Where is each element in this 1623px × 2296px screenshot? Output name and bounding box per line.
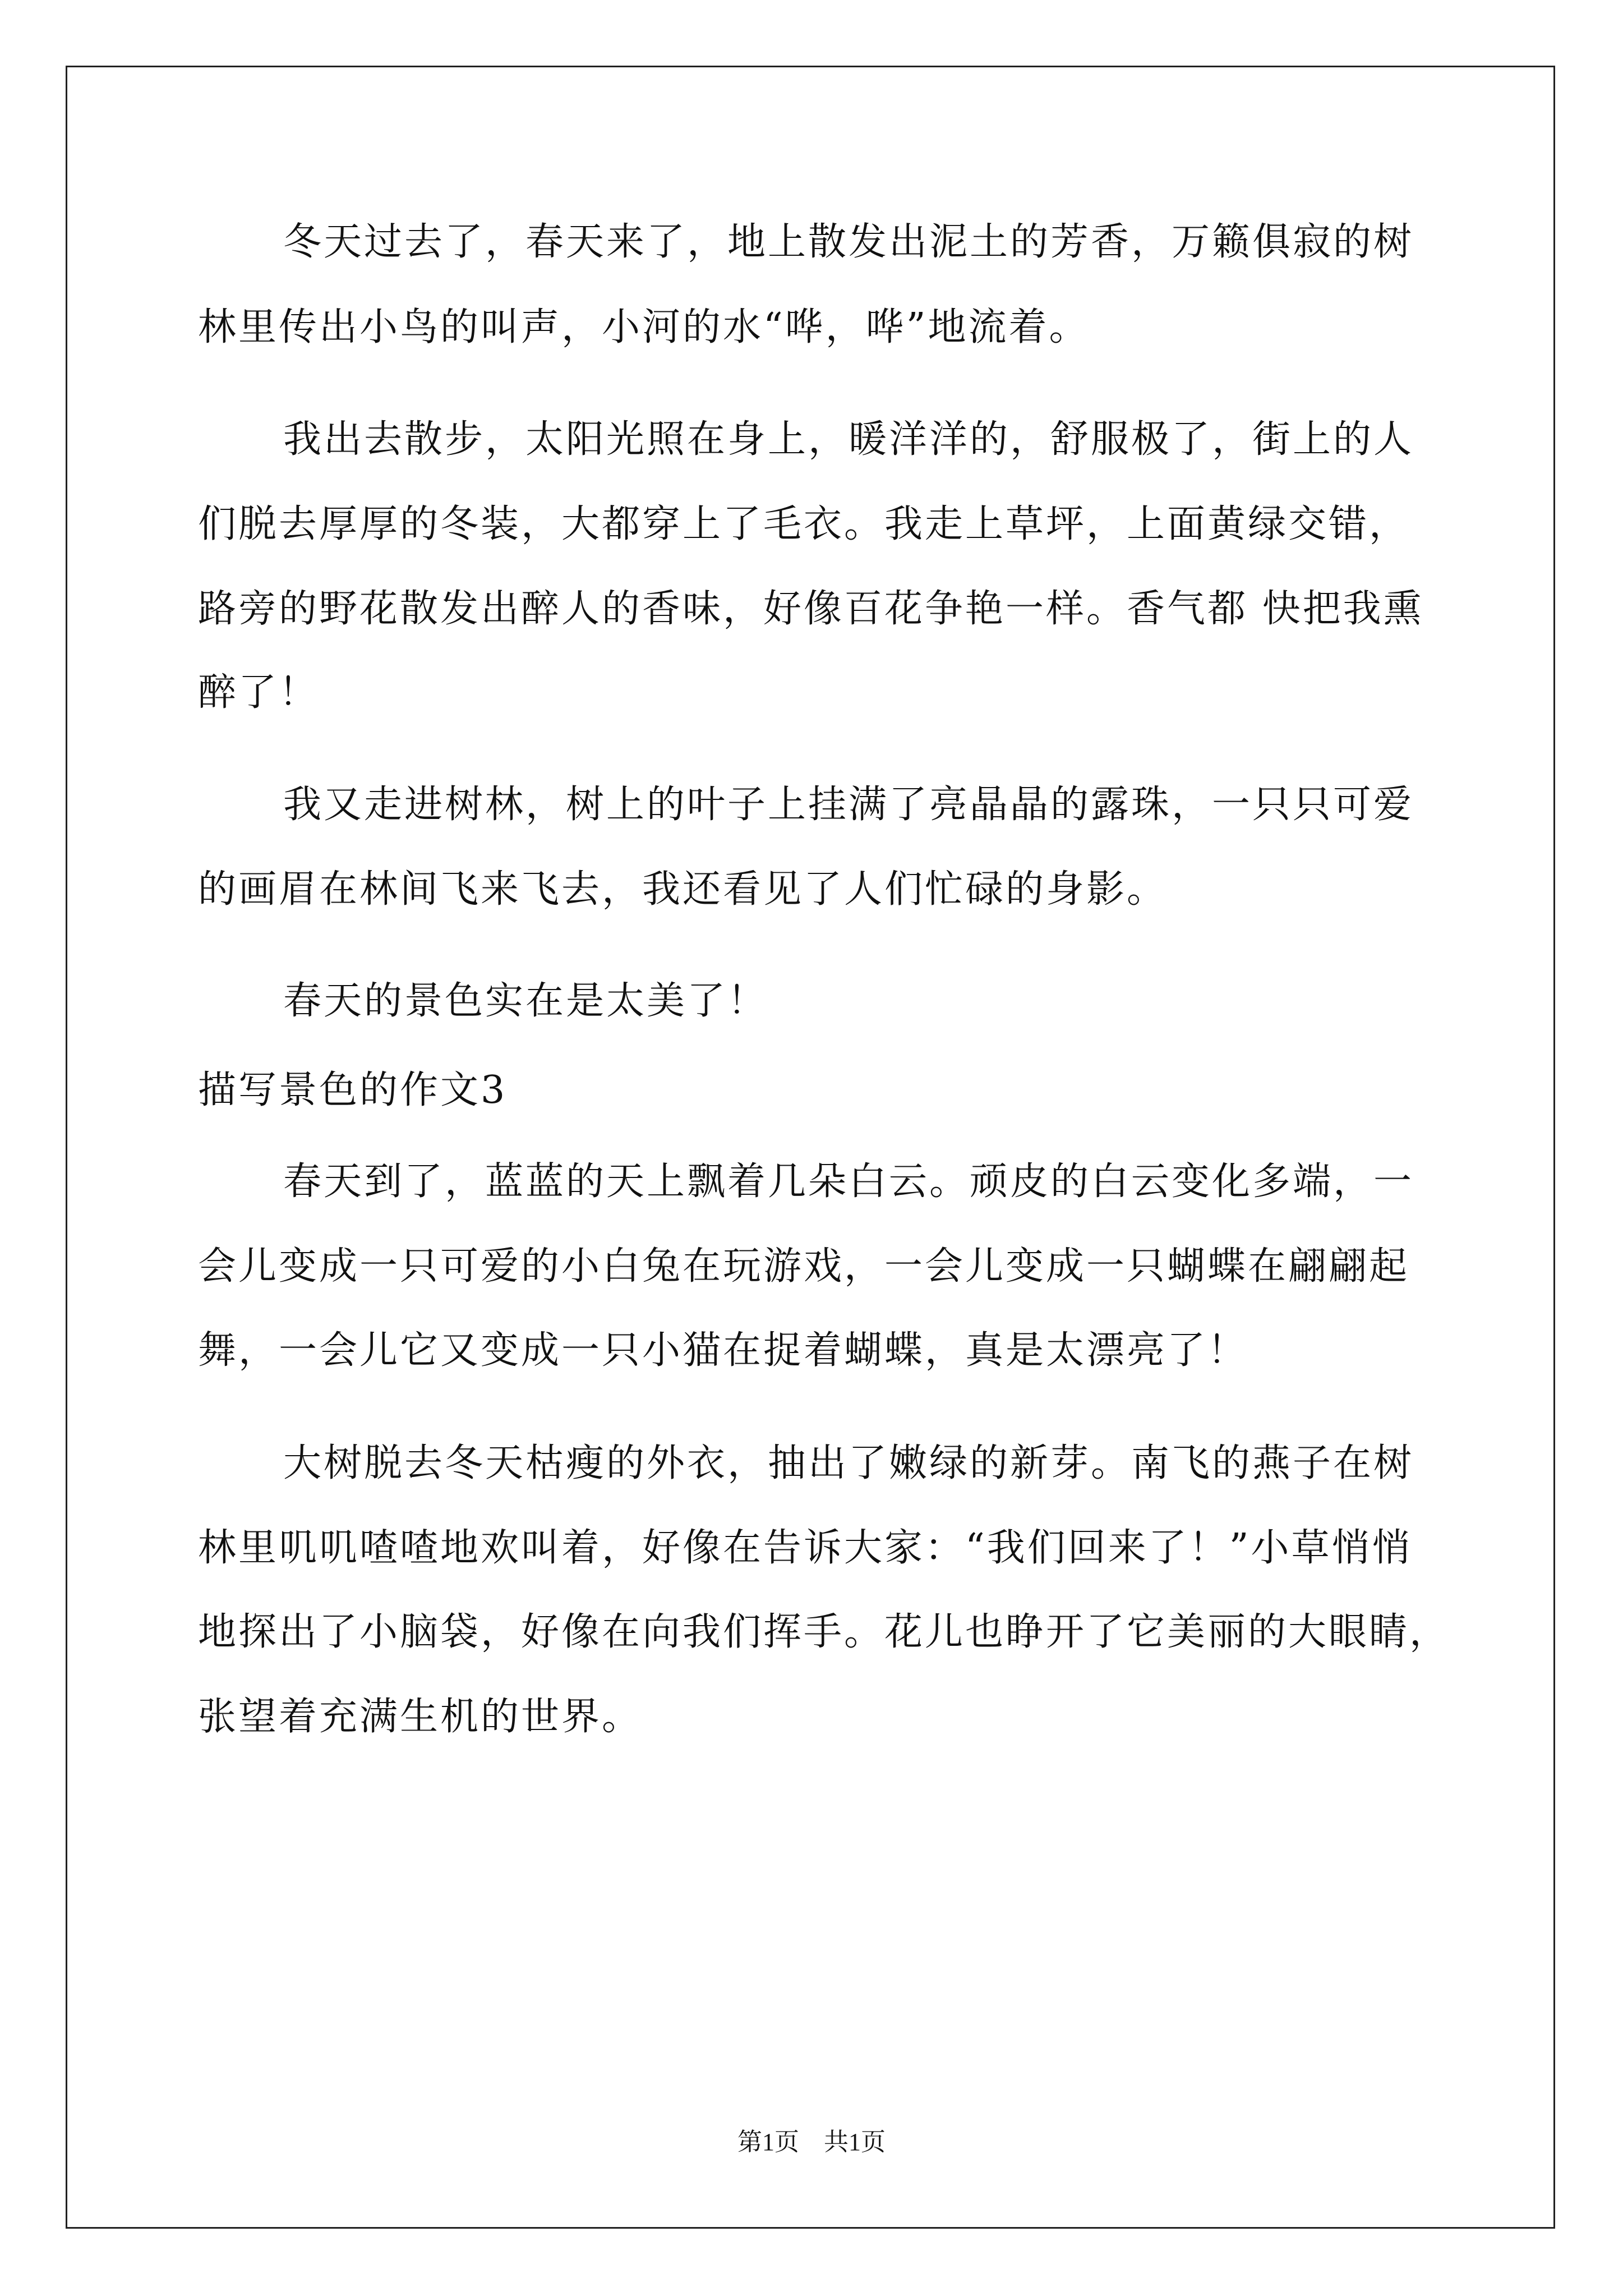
paragraph-4-line-1: 春天的景色实在是太美了！ bbox=[283, 979, 768, 1023]
paragraph-6-line-2: 林里叽叽喳喳地欢叫着，好像在告诉大家：“我们回来了！”小草悄悄 bbox=[198, 1526, 1413, 1570]
paragraph-2-line-3: 路旁的野花散发出醉人的香味，好像百花争艳一样。香气都 快把我熏 bbox=[198, 587, 1424, 631]
paragraph-5-line-1: 春天到了，蓝蓝的天上飘着几朵白云。顽皮的白云变化多端，一 bbox=[283, 1159, 1414, 1204]
paragraph-2-line-2: 们脱去厚厚的冬装，大都穿上了毛衣。我走上草坪，上面黄绿交错， bbox=[198, 502, 1410, 546]
paragraph-3-line-1: 我又走进树林，树上的叶子上挂满了亮晶晶的露珠，一只只可爱 bbox=[283, 783, 1414, 827]
paragraph-5-line-3: 舞，一会儿它又变成一只小猫在捉着蝴蝶，真是太漂亮了！ bbox=[198, 1328, 1248, 1373]
paragraph-1-line-1: 冬天过去了，春天来了，地上散发出泥土的芳香，万籁俱寂的树 bbox=[283, 220, 1414, 264]
page-border bbox=[66, 66, 1555, 2229]
paragraph-3-line-2: 的画眉在林间飞来飞去，我还看见了人们忙碌的身影。 bbox=[198, 867, 1168, 912]
section-heading: 描写景色的作文3 bbox=[198, 1068, 508, 1112]
paragraph-6-line-1: 大树脱去冬天枯瘦的外衣，抽出了嫩绿的新芽。南飞的燕子在树 bbox=[283, 1441, 1414, 1485]
paragraph-1-line-2: 林里传出小鸟的叫声，小河的水“哗，哗”地流着。 bbox=[198, 305, 1090, 349]
paragraph-6-line-4: 张望着充满生机的世界。 bbox=[198, 1695, 643, 1739]
paragraph-2-line-4: 醉了！ bbox=[198, 670, 320, 715]
paragraph-2-line-1: 我出去散步，太阳光照在身上，暖洋洋的，舒服极了，街上的人 bbox=[283, 417, 1414, 462]
paragraph-5-line-2: 会儿变成一只可爱的小白兔在玩游戏，一会儿变成一只蝴蝶在翩翩起 bbox=[198, 1244, 1410, 1289]
page-footer: 第1页 共1页 bbox=[737, 2128, 886, 2156]
paragraph-6-line-3: 地探出了小脑袋，好像在向我们挥手。花儿也睁开了它美丽的大眼睛， bbox=[198, 1610, 1450, 1654]
